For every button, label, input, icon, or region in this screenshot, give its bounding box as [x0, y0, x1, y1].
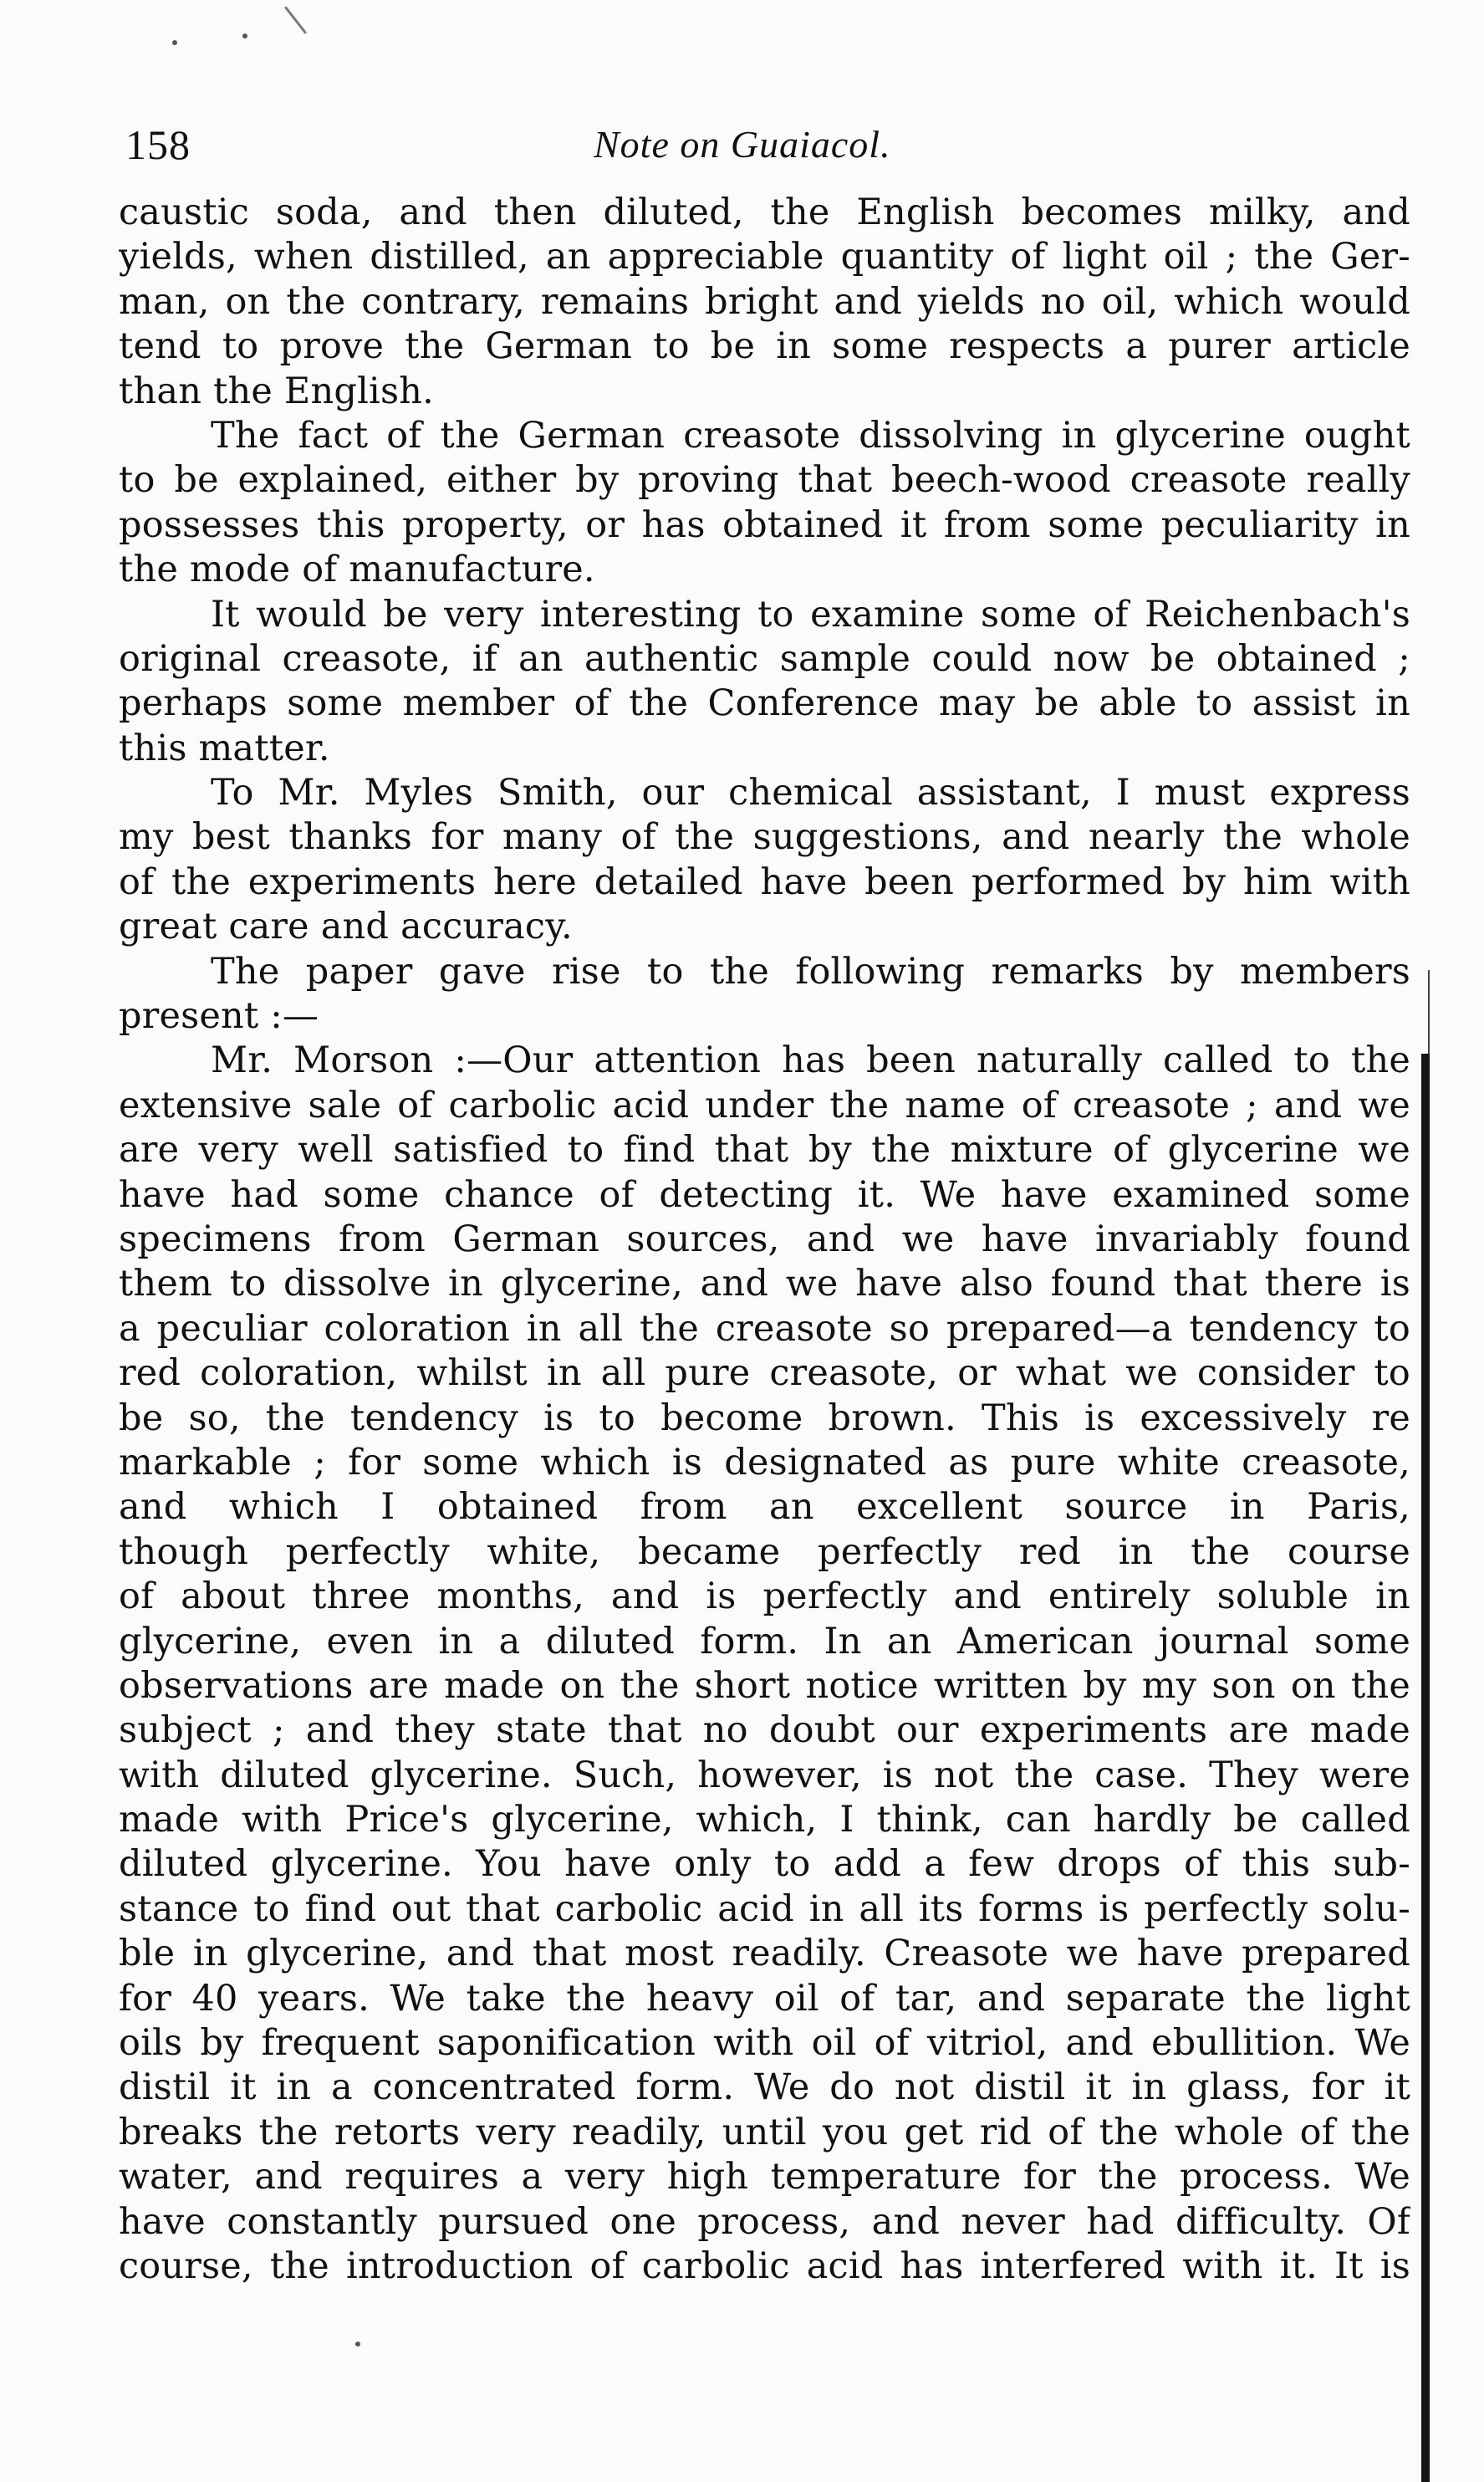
text-line: ble in glycerine, and that most readily. Creasote we have prepared: [119, 1933, 1410, 1975]
scan-speck: [242, 33, 247, 38]
page-header: [125, 115, 1405, 174]
page-edge-bar: [1421, 1054, 1430, 2482]
text-line: a peculiar coloration in all the creasote so prepared—a tendency to: [119, 1307, 1410, 1350]
text-line: perhaps some member of the Conference may be able to assist in: [119, 682, 1410, 725]
text-line: the mode of manufacture.: [119, 549, 595, 591]
text-line: The paper gave rise to the following remarks by members: [211, 950, 1410, 993]
text-line: my best thanks for many of the suggestions, and nearly the whole: [119, 816, 1410, 859]
text-line: diluted glycerine. You have only to add a few drops of this sub-: [119, 1843, 1410, 1886]
text-line: for 40 years. We take the heavy oil of tar, and separate the light: [119, 1977, 1410, 2020]
text-line: markable ; for some which is designated as pure white creasote,: [119, 1441, 1410, 1484]
text-line: and which I obtained from an excellent source in Paris,: [119, 1486, 1410, 1529]
text-line: The fact of the German creasote dissolving in glycerine ought: [211, 414, 1410, 457]
text-line: caustic soda, and then diluted, the English becomes milky, and: [119, 192, 1410, 233]
running-title: Note on Guaiacol.: [594, 123, 891, 166]
text-line: tend to prove the German to be in some respects a purer article: [119, 325, 1410, 368]
text-line: Mr. Morson :—Our attention has been naturally called to the: [211, 1039, 1410, 1082]
text-line: water, and requires a very high temperature for the process. We: [119, 2156, 1410, 2199]
text-line: original creasote, if an authentic sample could now be obtained ;: [119, 637, 1410, 680]
text-line: red coloration, whilst in all pure creasote, or what we consider to: [119, 1352, 1410, 1395]
text-line: specimens from German sources, and we have invariably found: [119, 1218, 1410, 1260]
text-line: course, the introduction of carbolic acid has interfered with it. It is: [119, 2245, 1410, 2287]
text-line: with diluted glycerine. Such, however, is not the case. They were: [119, 1754, 1410, 1796]
text-line: great care and accuracy.: [119, 906, 573, 948]
text-line: are very well satisfied to find that by the mixture of glycerine we: [119, 1129, 1410, 1172]
text-line: observations are made on the short notice written by my son on the: [119, 1664, 1410, 1707]
text-line: breaks the retorts very readily, until you get rid of the whole of the: [119, 2111, 1410, 2153]
text-line: possesses this property, or has obtained it from some peculiarity in: [119, 503, 1410, 546]
text-line: distil it in a concentrated form. We do not distil it in glass, for it: [119, 2066, 1410, 2109]
text-line: than the English.: [119, 370, 435, 412]
text-line: oils by frequent saponification with oil of vitriol, and ebullition. We: [119, 2022, 1410, 2065]
scan-mark: [284, 6, 307, 33]
text-line: present :—: [119, 995, 319, 1038]
page-body: [119, 191, 1410, 2289]
text-line: though perfectly white, became perfectly red in the course: [119, 1530, 1410, 1573]
page-number: 158: [125, 121, 191, 168]
text-line: have had some chance of detecting it. We have examined some: [119, 1173, 1410, 1216]
text-line: have constantly pursued one process, and never had difficulty. Of: [119, 2200, 1410, 2243]
text-line: subject ; and they state that no doubt our experiments are made: [119, 1709, 1410, 1752]
text-line: of the experiments here detailed have been performed by him with: [119, 861, 1410, 903]
text-line: them to dissolve in glycerine, and we have also found that there is: [119, 1263, 1410, 1305]
scan-speck: [172, 40, 177, 45]
text-line: to be explained, either by proving that beech-wood creasote really: [119, 459, 1410, 502]
text-line: To Mr. Myles Smith, our chemical assistant, I must express: [211, 772, 1410, 815]
text-line: extensive sale of carbolic acid under the name of creasote ; and we: [119, 1084, 1410, 1126]
text-line: be so, the tendency is to become brown. This is excessively re: [119, 1397, 1410, 1439]
text-line: made with Price's glycerine, which, I think, can hardly be called: [119, 1799, 1410, 1841]
text-line: stance to find out that carbolic acid in all its forms is perfectly solu-: [119, 1887, 1410, 1930]
text-line: yields, when distilled, an appreciable quantity of light oil ; the Ger-: [119, 236, 1410, 278]
text-line: glycerine, even in a diluted form. In an American journal some: [119, 1620, 1410, 1662]
margin-rule: [1428, 970, 1430, 1062]
text-line: man, on the contrary, remains bright and yields no oil, which would: [119, 280, 1410, 323]
scan-speck: [355, 2342, 360, 2347]
text-line: It would be very interesting to examine some of Reichenbach's: [211, 593, 1410, 636]
text-line: of about three months, and is perfectly and entirely soluble in: [119, 1576, 1410, 1618]
text-line: this matter.: [119, 727, 330, 769]
